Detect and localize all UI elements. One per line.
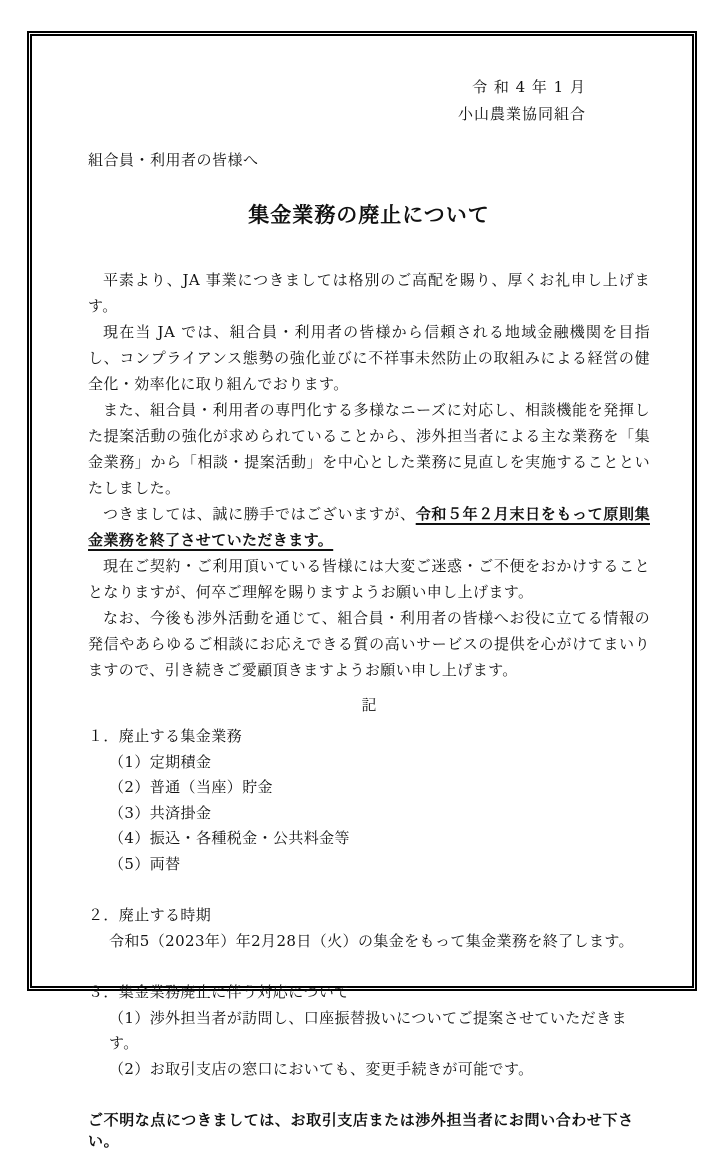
list-item: （2）普通（当座）貯金 xyxy=(109,778,273,796)
body-paragraph: 現在ご契約・ご利用頂いている皆様には大変ご迷惑・ご不便をおかけすることとなりますが、何卒ご理解を賜りますようお願い申し上げます。 xyxy=(88,557,650,601)
list-item: 令和5（2023年）年2月28日（火）の集金をもって集金業務を終了します。 xyxy=(109,931,634,950)
list-item: （4）振込・各種税金・公共料金等 xyxy=(109,829,350,847)
section-heading: ２．廃止する時期 xyxy=(88,906,212,924)
notice-prefix: つきましては、誠に勝手ではございますが、 xyxy=(103,505,416,523)
body-paragraph: また、組合員・利用者の専門化する多様なニーズに対応し、相談機能を発揮した提案活動の強化が求められていることから、渉外担当者による主な業務を「集金業務」から「相談・提案活動」を中心とした業務に見直しを実施することといたしました。 xyxy=(88,401,650,497)
footer-notice: ご不明な点につきましては、お取引支店または渉外担当者にお問い合わせ下さい。 xyxy=(88,1111,634,1150)
body-paragraph: なお、今後も渉外活動を通じて、組合員・利用者の皆様へお役に立てる情報の発信やあらゆるご相談にお応えできる質の高いサービスの提供を心がけてまいりますので、引き続きご愛顧頂きますようお願い申し上げます。 xyxy=(88,609,650,679)
list-item: （2）お取引支店の窓口においても、変更手続きが可能です。 xyxy=(109,1059,534,1078)
section-heading: ３．集金業務廃止に伴う対応について xyxy=(88,983,350,1001)
doc-title: 集金業務の廃止について xyxy=(248,203,490,227)
list-item: （1）定期積金 xyxy=(109,752,212,771)
doc-date: 令 和 4 年 1 月 xyxy=(472,78,586,96)
section-abolished-services xyxy=(88,724,650,877)
section-abolition-date xyxy=(88,903,650,954)
document-page xyxy=(27,31,697,1150)
notice-paragraph xyxy=(88,501,650,553)
record-marker: 記 xyxy=(361,696,377,714)
body-paragraph: 現在当 JA では、組合員・利用者の皆様から信頼される地域金融機関を目指し、コンプライアンス態勢の強化並びに不祥事未然防止の取組みによる経営の健全化・効率化に取り組んでおります。 xyxy=(88,323,650,393)
notice-highlight: 令和５年２月末日をもって原則集金業務を終了させていただきます。 xyxy=(88,505,650,549)
doc-body xyxy=(88,267,650,683)
doc-recipient: 組合員・利用者の皆様へ xyxy=(88,151,259,169)
section-response-measures xyxy=(88,980,650,1082)
list-item: （1）渉外担当者が訪問し、口座振替扱いについてご提案させていただきます。 xyxy=(109,1008,627,1052)
body-paragraph: 平素より、JA 事業につきましては格別のご高配を賜り、厚くお礼申し上げます。 xyxy=(88,271,650,315)
list-item: （3）共済掛金 xyxy=(109,803,212,822)
doc-sections xyxy=(88,724,650,1082)
list-item: （5）両替 xyxy=(109,854,181,873)
doc-organization: 小山農業協同組合 xyxy=(457,105,586,123)
section-heading: １．廃止する集金業務 xyxy=(88,727,243,745)
document-header xyxy=(88,74,650,128)
